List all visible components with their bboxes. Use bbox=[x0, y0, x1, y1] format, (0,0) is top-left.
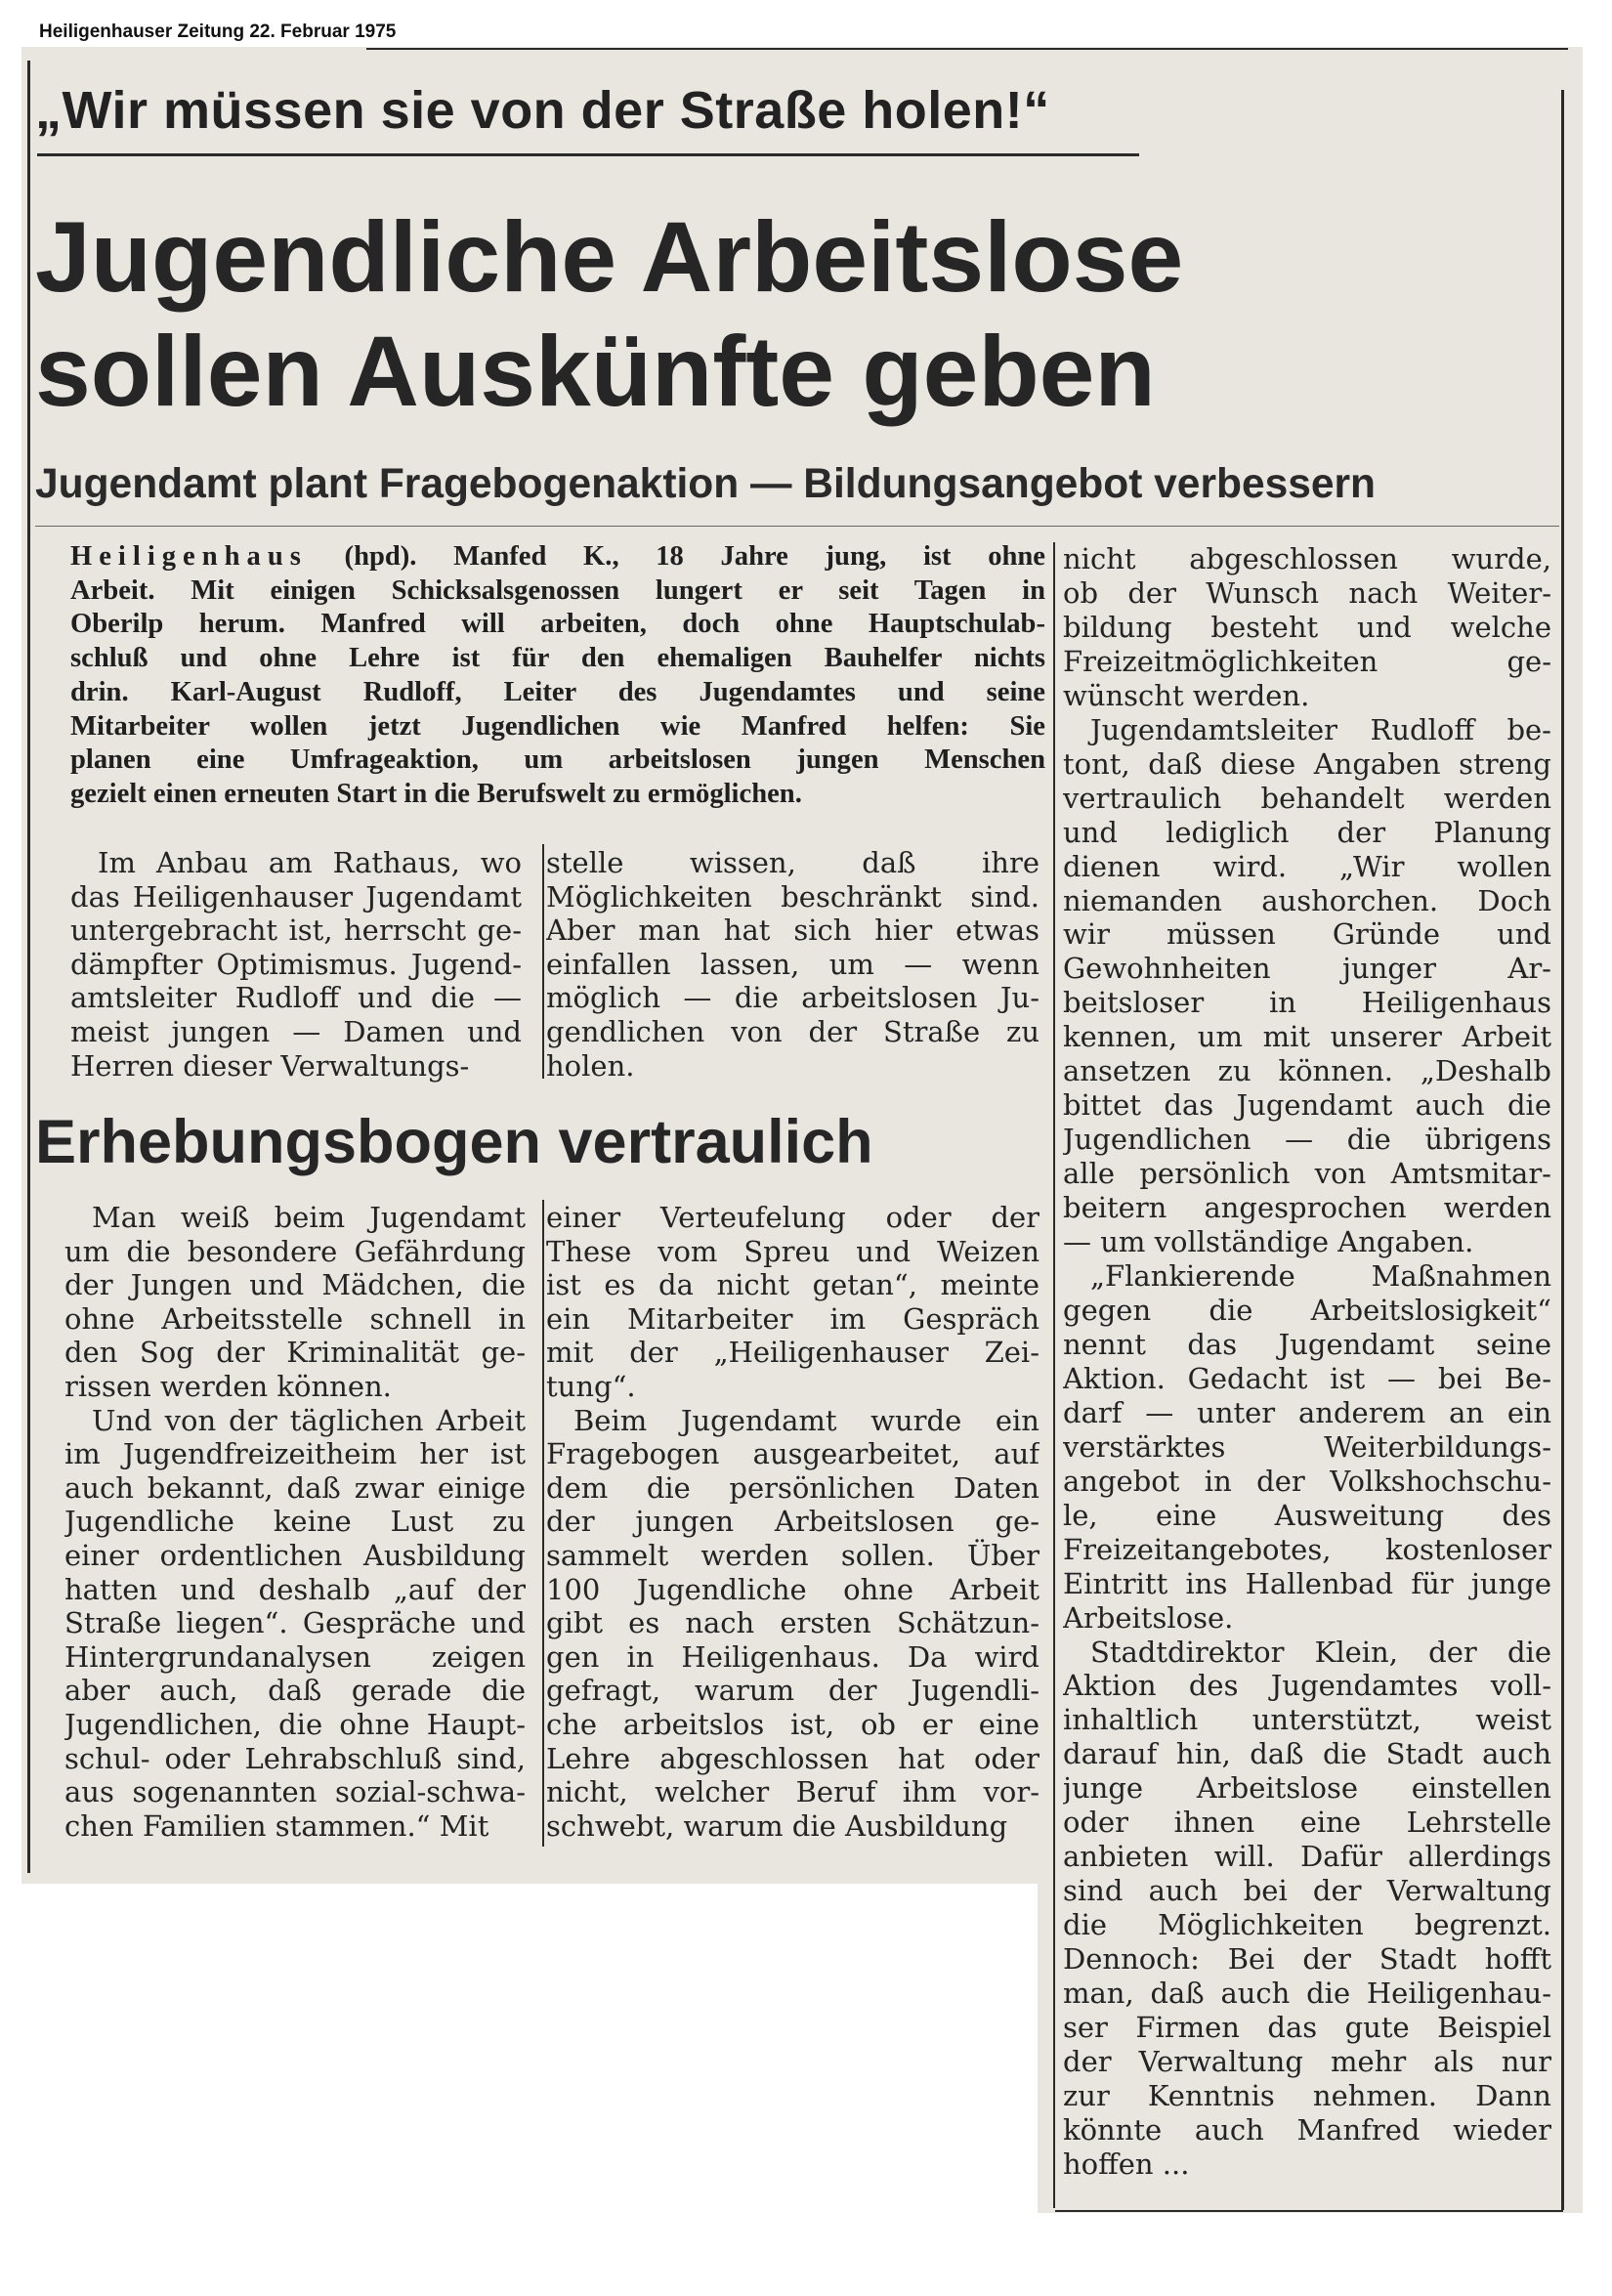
text-line: gibt es nach ersten Schätzun- bbox=[546, 1606, 1039, 1640]
text-line: vertraulich behandelt werden bbox=[1063, 781, 1551, 815]
text-line: wünscht werden. bbox=[1063, 678, 1310, 712]
text-line: Eintritt ins Hallenbad für junge bbox=[1063, 1566, 1551, 1600]
text-line: mit der „Heiligenhauser Zei- bbox=[546, 1336, 1039, 1370]
top-border-rule bbox=[366, 48, 1568, 50]
bottom-right-rule bbox=[1055, 2210, 1563, 2212]
text-line: le, eine Ausweitung des bbox=[1063, 1498, 1551, 1532]
text-line: hoffen ... bbox=[1063, 2147, 1190, 2181]
text-line: kennen, um mit unserer Arbeit bbox=[1063, 1020, 1551, 1054]
lead-line: Oberilp herum. Manfred will arbeiten, doch ohne Hauptschulab- bbox=[70, 609, 1045, 640]
text-line: These vom Spreu und Weizen bbox=[546, 1234, 1039, 1268]
section2-column-2 bbox=[546, 1201, 1039, 1843]
text-line: das Heiligenhauser Jugendamt bbox=[70, 879, 522, 914]
lead-paragraph bbox=[70, 540, 1045, 812]
text-line: Möglichkeiten beschränkt sind. bbox=[546, 879, 1039, 914]
text-line: Dennoch: Bei der Stadt hofft bbox=[1063, 1942, 1551, 1977]
text-line: Hintergrundanalysen zeigen bbox=[64, 1639, 526, 1674]
text-line: der jungen Arbeitslosen ge- bbox=[546, 1505, 1039, 1539]
text-line: inhaltlich unterstützt, weist bbox=[1063, 1703, 1551, 1737]
text-line: einer Verteufelung oder der bbox=[546, 1201, 1039, 1234]
text-line: möglich — die arbeitslosen Ju- bbox=[546, 981, 1039, 1015]
text-line: anbieten will. Dafür allerdings bbox=[1063, 1840, 1551, 1874]
section2-column-divider bbox=[542, 1200, 544, 1847]
text-line: sammelt werden sollen. Über bbox=[546, 1538, 1039, 1572]
right-column-divider bbox=[1053, 542, 1055, 2208]
text-line: dienen wird. „Wir wollen bbox=[1063, 849, 1551, 883]
section2-column-1 bbox=[64, 1201, 526, 1843]
text-line: Jugendliche keine Lust zu bbox=[64, 1505, 526, 1539]
text-line: Beim Jugendamt wurde ein bbox=[573, 1403, 1039, 1437]
text-line: im Jugendfreizeitheim her ist bbox=[64, 1437, 526, 1471]
lead-line: planen eine Umfrageaktion, um arbeitslosen jungen Menschen bbox=[70, 744, 1045, 776]
text-line: tont, daß diese Angaben streng bbox=[1063, 746, 1551, 781]
text-line: könnte auch Manfred wieder bbox=[1063, 2112, 1551, 2147]
text-line: Lehre abgeschlossen hat oder bbox=[546, 1741, 1039, 1775]
text-line: verstärktes Weiterbildungs- bbox=[1063, 1429, 1551, 1464]
text-line: schwebt, warum die Ausbildung bbox=[546, 1808, 1008, 1843]
text-line: Aktion. Gedacht ist — bei Be- bbox=[1063, 1361, 1551, 1395]
subheadline: Jugendamt plant Fragebogenaktion — Bildungsangebot verbessern bbox=[35, 461, 1376, 507]
text-line: Man weiß beim Jugendamt bbox=[92, 1201, 526, 1234]
text-line: beitern angesprochen werden bbox=[1063, 1191, 1551, 1225]
text-line: tung“. bbox=[546, 1369, 636, 1403]
text-line: und lediglich der Planung bbox=[1063, 815, 1551, 849]
text-line: che arbeitslos ist, ob er eine bbox=[546, 1707, 1039, 1741]
text-line: ohne Arbeitsstelle schnell in bbox=[64, 1301, 526, 1336]
kicker-quote-headline: „Wir müssen sie von der Straße holen!“ bbox=[35, 81, 1050, 140]
text-line: ein Mitarbeiter im Gespräch bbox=[546, 1301, 1039, 1336]
left-border-rule bbox=[27, 61, 30, 1873]
text-line: ob der Wunsch nach Weiter- bbox=[1063, 575, 1551, 610]
text-line: um die besondere Gefährdung bbox=[64, 1234, 526, 1268]
text-line: Arbeitslose. bbox=[1063, 1600, 1234, 1635]
text-line: oder ihnen eine Lehrstelle bbox=[1063, 1806, 1551, 1840]
text-line: alle persönlich von Amtsmitar- bbox=[1063, 1157, 1551, 1191]
lead-line: Arbeit. Mit einigen Schicksalsgenossen lungert er seit Tagen in bbox=[70, 574, 1045, 606]
text-line: gefragt, warum der Jugendli- bbox=[546, 1674, 1039, 1708]
text-line: darauf hin, daß die Stadt auch bbox=[1063, 1737, 1551, 1771]
text-line: Jugendlichen — die übrigens bbox=[1063, 1123, 1551, 1157]
text-line: gendlichen von der Straße zu bbox=[546, 1014, 1039, 1048]
text-line: der Verwaltung mehr als nur bbox=[1063, 2044, 1551, 2078]
text-line: Fragebogen ausgearbeitet, auf bbox=[546, 1437, 1039, 1471]
text-line: der Jungen und Mädchen, die bbox=[64, 1268, 526, 1302]
text-line: gen in Heiligenhaus. Da wird bbox=[546, 1639, 1039, 1674]
text-line: auch bekannt, daß zwar einige bbox=[64, 1470, 526, 1505]
text-line: einer ordentlichen Ausbildung bbox=[64, 1538, 526, 1572]
text-line: wir müssen Gründe und bbox=[1063, 917, 1551, 952]
text-line: dämpfter Optimismus. Jugend- bbox=[70, 947, 522, 981]
text-line: dem die persönlichen Daten bbox=[546, 1470, 1039, 1505]
text-line: — um vollständige Angaben. bbox=[1063, 1225, 1474, 1259]
text-line: hatten und deshalb „auf der bbox=[64, 1572, 526, 1606]
text-line: „Flankierende Maßnahmen bbox=[1090, 1259, 1551, 1294]
text-line: angebot in der Volkshochschu- bbox=[1063, 1464, 1551, 1498]
text-line: rissen werden können. bbox=[64, 1369, 392, 1403]
text-line: chen Familien stammen.“ Mit bbox=[64, 1808, 489, 1843]
text-line: beitsloser in Heiligenhaus bbox=[1063, 986, 1551, 1020]
text-line: aber auch, daß gerade die bbox=[64, 1674, 526, 1708]
text-line: Und von der täglichen Arbeit bbox=[92, 1403, 526, 1437]
text-line: ansetzen zu können. „Deshalb bbox=[1063, 1054, 1551, 1088]
lead-line: drin. Karl-August Rudloff, Leiter des Jugendamtes und seine bbox=[70, 676, 1045, 707]
text-line: Freizeitangebotes, kostenloser bbox=[1063, 1532, 1551, 1566]
text-line: meist jungen — Damen und bbox=[70, 1014, 522, 1048]
source-caption: Heiligenhauser Zeitung 22. Februar 1975 bbox=[39, 21, 397, 42]
subheadline-divider bbox=[35, 526, 1559, 527]
text-line: nicht abgeschlossen wurde, bbox=[1063, 542, 1551, 575]
lead-line bbox=[70, 540, 1045, 574]
lead-line-text: (hpd). Manfed K., 18 Jahre jung, ist ohne bbox=[307, 541, 1045, 572]
text-line: sind auch bei der Verwaltung bbox=[1063, 1874, 1551, 1908]
text-line: stelle wissen, daß ihre bbox=[546, 846, 1039, 879]
text-line: amtsleiter Rudloff und die — bbox=[70, 981, 522, 1015]
text-line: Im Anbau am Rathaus, wo bbox=[98, 846, 522, 879]
text-line: zur Kenntnis nehmen. Dann bbox=[1063, 2078, 1551, 2112]
lead-line: Mitarbeiter wollen jetzt Jugendlichen wie Manfred helfen: Sie bbox=[70, 710, 1045, 742]
text-line: bildung besteht und welche bbox=[1063, 610, 1551, 644]
lead-line: gezielt einen erneuten Start in die Berufswelt zu ermöglichen. bbox=[70, 778, 802, 809]
main-headline bbox=[35, 200, 1540, 429]
text-line: Aber man hat sich hier etwas bbox=[546, 914, 1039, 948]
lead-line: schluß und ohne Lehre ist für den ehemaligen Bauhelfer nichts bbox=[70, 643, 1045, 674]
text-line: untergebracht ist, herrscht ge- bbox=[70, 914, 522, 948]
text-line: Jugendlichen, die ohne Haupt- bbox=[64, 1707, 526, 1741]
section1-column-divider bbox=[542, 844, 544, 1079]
text-line: nicht, welcher Beruf ihm vor- bbox=[546, 1775, 1039, 1809]
text-line: Gewohnheiten junger Ar- bbox=[1063, 952, 1551, 986]
text-line: Jugendamtsleiter Rudloff be- bbox=[1090, 712, 1551, 746]
text-line: Straße liegen“. Gespräche und bbox=[64, 1606, 526, 1640]
text-line: die Möglichkeiten begrenzt. bbox=[1063, 1908, 1551, 1942]
text-line: Herren dieser Verwaltungs- bbox=[70, 1048, 470, 1083]
right-border-rule bbox=[1561, 90, 1564, 2210]
text-line: ser Firmen das gute Beispiel bbox=[1063, 2010, 1551, 2044]
text-line: Freizeitmöglichkeiten ge- bbox=[1063, 644, 1551, 678]
text-line: junge Arbeitslose einstellen bbox=[1063, 1771, 1551, 1806]
dateline-place: Heiligenhaus bbox=[70, 541, 308, 572]
section1-column-2 bbox=[546, 846, 1039, 1083]
headline-line: sollen Auskünfte geben bbox=[35, 316, 1156, 427]
text-line: man, daß auch die Heiligenhau- bbox=[1063, 1977, 1551, 2011]
text-line: niemanden aushorchen. Doch bbox=[1063, 883, 1551, 917]
text-line: holen. bbox=[546, 1048, 635, 1083]
text-line: aus sogenannten sozial-schwa- bbox=[64, 1775, 526, 1809]
text-line: einfallen lassen, um — wenn bbox=[546, 947, 1039, 981]
headline-line: Jugendliche Arbeitslose bbox=[35, 201, 1184, 313]
text-line: gegen die Arbeitslosigkeit“ bbox=[1063, 1293, 1551, 1327]
text-line: bittet das Jugendamt auch die bbox=[1063, 1088, 1551, 1123]
intermediate-subheading: Erhebungsbogen vertraulich bbox=[35, 1108, 873, 1176]
text-line: den Sog der Kriminalität ge- bbox=[64, 1336, 526, 1370]
text-line: darf — unter anderem an ein bbox=[1063, 1395, 1551, 1429]
text-line: Aktion des Jugendamtes voll- bbox=[1063, 1669, 1551, 1703]
section1-column-1 bbox=[70, 846, 522, 1083]
text-line: schul- oder Lehrabschluß sind, bbox=[64, 1741, 526, 1775]
text-line: nennt das Jugendamt seine bbox=[1063, 1327, 1551, 1361]
right-column bbox=[1063, 542, 1551, 2182]
kicker-underline bbox=[37, 153, 1139, 156]
text-line: Stadtdirektor Klein, der die bbox=[1090, 1635, 1551, 1669]
text-line: ist es da nicht getan“, meinte bbox=[546, 1268, 1039, 1302]
text-line: 100 Jugendliche ohne Arbeit bbox=[546, 1572, 1039, 1606]
